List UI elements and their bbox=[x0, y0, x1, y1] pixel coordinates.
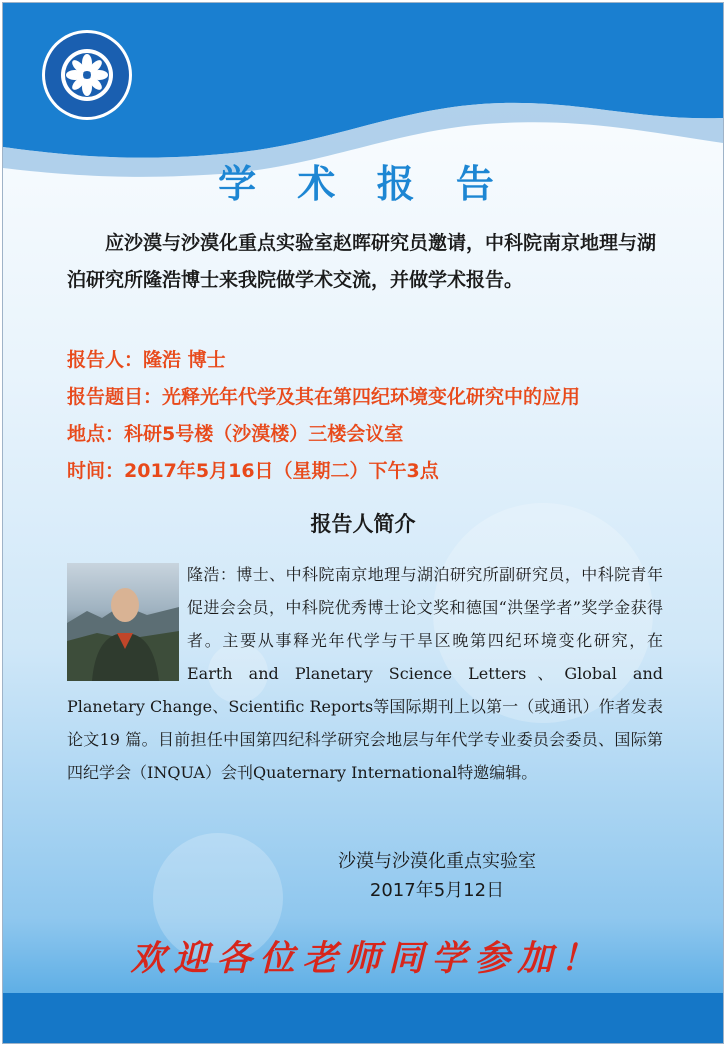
cas-logo-icon bbox=[41, 29, 133, 121]
page-title: 学 术 报 告 bbox=[218, 162, 508, 206]
location-line: 地点：科研5号楼（沙漠楼）三楼会议室 bbox=[67, 423, 404, 445]
signature-org: 沙漠与沙漠化重点实验室 bbox=[338, 851, 536, 872]
topic-line: 报告题目：光释光年代学及其在第四纪环境变化研究中的应用 bbox=[67, 386, 581, 408]
intro-paragraph: 应沙漠与沙漠化重点实验室赵晖研究员邀请，中科院南京地理与湖泊研究所隆浩博士来我院做学术交流，并做学术报告。 bbox=[67, 232, 657, 291]
signature-date: 2017年5月12日 bbox=[369, 880, 505, 901]
poster bbox=[2, 2, 724, 1044]
speaker-line: 报告人：隆浩 博士 bbox=[67, 349, 226, 371]
welcome-banner: 欢迎各位老师同学参加！ bbox=[130, 938, 604, 979]
bio-paragraph: 隆浩：博士、中科院南京地理与湖泊研究所副研究员，中科院青年促进会会员，中科院优秀博士论文奖和德国“洪堡学者”奖学金获得者。主要从事释光年代学与干旱区晚第四纪环境变化研究，在Earth and Planetary Science Letters、Global and Planetary Change、Scientific Reports等国际期刊上以第一（或通讯）作者发表论文19 篇。目前担任中国第四纪科学研究会地层与年代学专业委员会委员、国际第四纪学会（INQUA）会刊Quaternary International特邀编辑。 bbox=[67, 565, 663, 782]
time-line: 时间：2017年5月16日（星期二）下午3点 bbox=[67, 460, 439, 482]
bio-text-block bbox=[67, 558, 663, 789]
footer-band bbox=[3, 993, 723, 1043]
bio-heading: 报告人简介 bbox=[310, 512, 416, 536]
